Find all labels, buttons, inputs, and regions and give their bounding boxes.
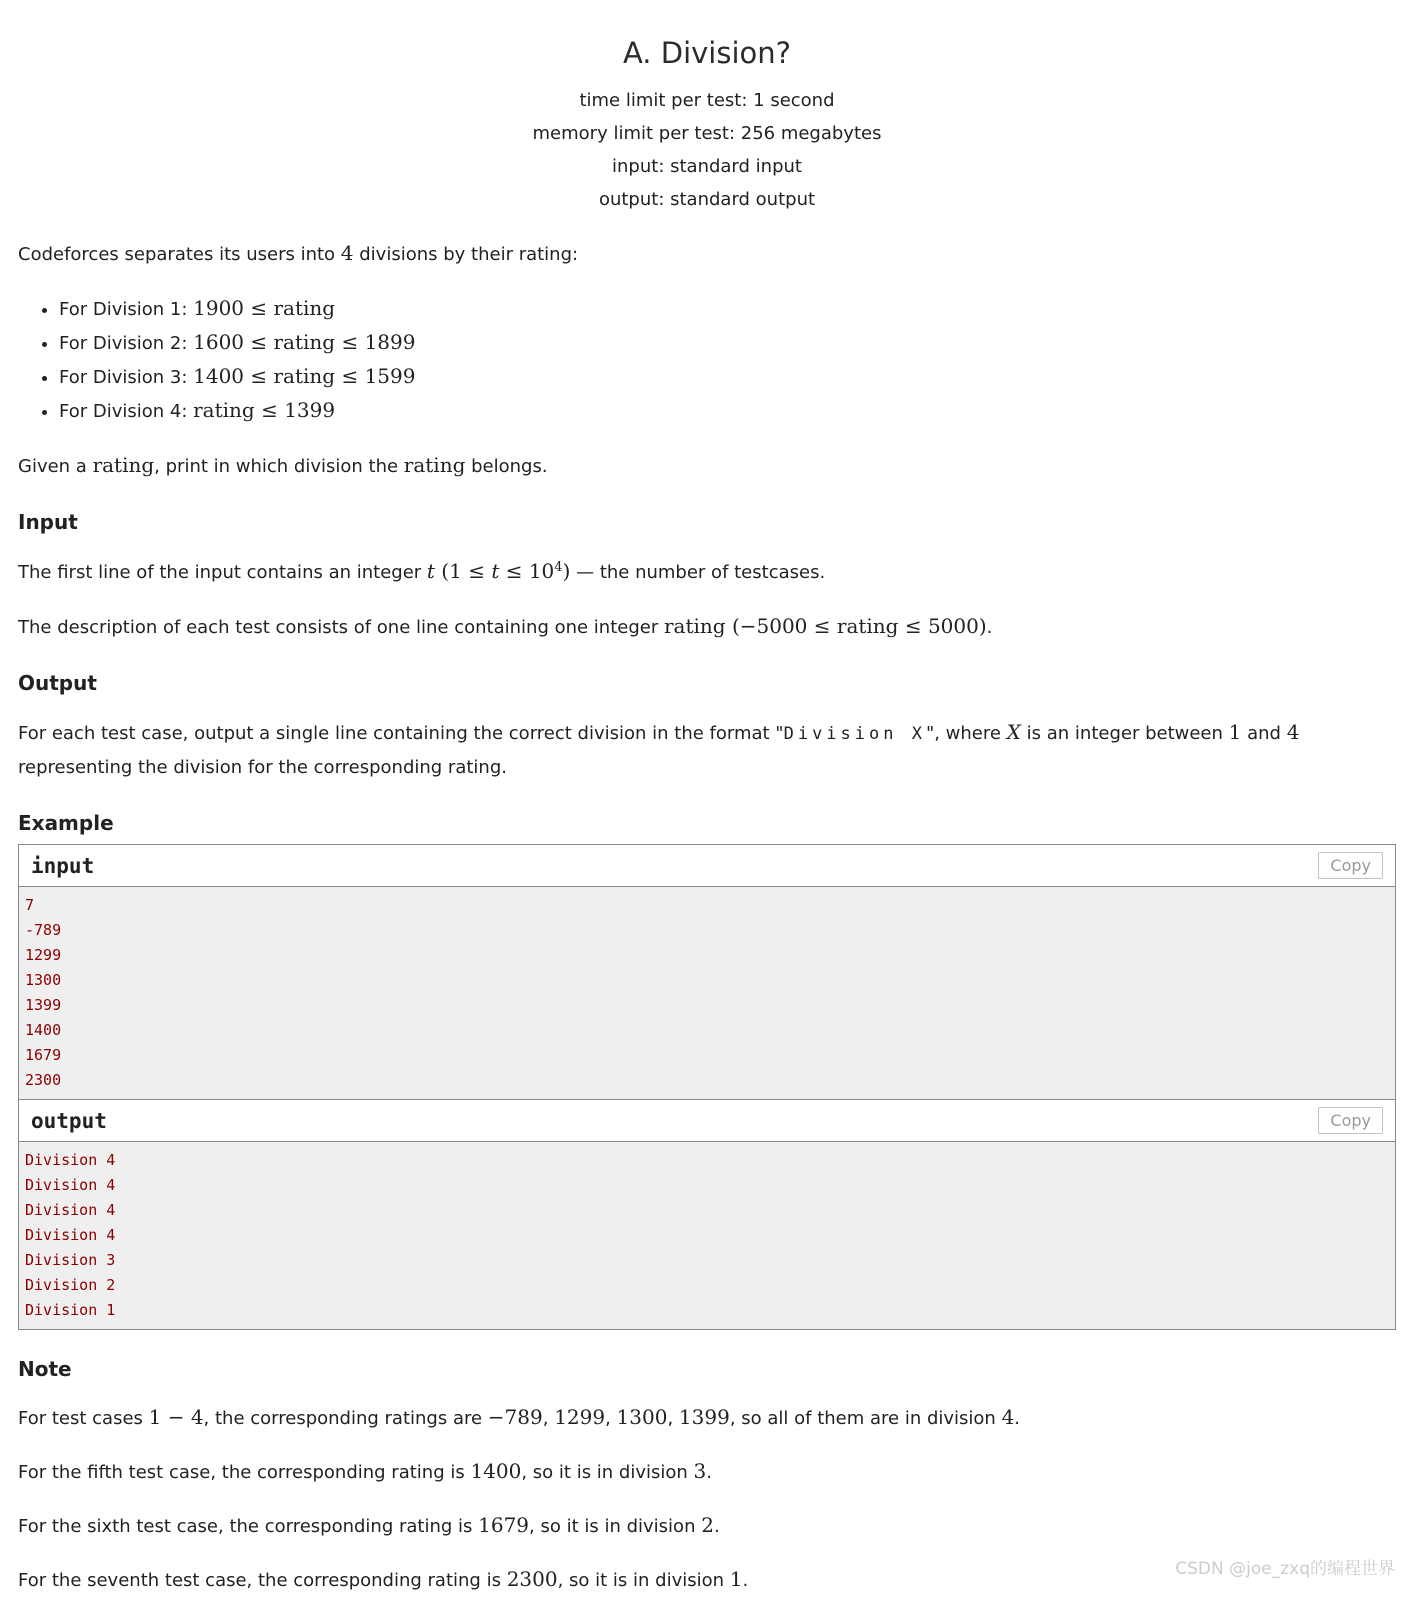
note-paragraph: For the seventh test case, the corresponding rating is 2300, so it is in division 1. <box>18 1567 749 1591</box>
code-line: Division 4 <box>25 1226 116 1244</box>
division-item: • For Division 3: 1400 ≤ rating ≤ 1599 <box>59 360 1396 394</box>
code-line: Division 4 <box>25 1151 116 1169</box>
note-paragraph: For the sixth test case, the corresponding rating is 1679, so it is in division 2. <box>18 1513 720 1537</box>
code-line: Division 3 <box>25 1251 116 1269</box>
code-line: 1300 <box>25 971 62 989</box>
division-item: • For Division 1: 1900 ≤ rating <box>59 292 1396 326</box>
example-heading: Example <box>18 811 114 835</box>
sample-output-title: output <box>31 1108 107 1133</box>
note-paragraph: For the fifth test case, the corresponding rating is 1400, so it is in division 3. <box>18 1459 712 1483</box>
code-line: 1679 <box>25 1046 62 1064</box>
code-line: Division 2 <box>25 1276 116 1294</box>
code-line: Division 1 <box>25 1301 116 1319</box>
limit-line: memory limit per test: 256 megabytes <box>532 123 882 144</box>
limit-line: input: standard input <box>612 156 802 177</box>
code-line: Division 4 <box>25 1201 116 1219</box>
input-paragraph-2: The description of each test consists of one line containing one integer rating (−5000 ≤ rating ≤ 5000). <box>18 614 993 638</box>
given-paragraph: Given a rating, print in which division the rating belongs. <box>18 453 548 477</box>
input-heading: Input <box>18 510 78 534</box>
problem-limits <box>18 84 1396 216</box>
problem-statement-page <box>0 36 1409 1591</box>
note-paragraph: For test cases 1 − 4, the corresponding ratings are −789, 1299, 1300, 1399, so all of them are in division 4. <box>18 1405 1021 1429</box>
output-heading: Output <box>18 671 97 695</box>
code-line: -789 <box>25 921 62 939</box>
limit-line: output: standard output <box>598 189 816 210</box>
code-line: 2300 <box>25 1071 62 1089</box>
input-paragraph-1: The first line of the input contains an integer t $(1 \le t \le 10^4)$ — the number of testcases. <box>18 559 826 583</box>
copy-input-button[interactable]: Copy <box>1318 852 1383 879</box>
watermark: CSDN @joe_zxq的编程世界 <box>1175 1559 1395 1579</box>
code-line: Division 4 <box>25 1176 116 1194</box>
note-heading: Note <box>18 1357 72 1381</box>
output-paragraph: For each test case, output a single line containing the correct division in the format "Division X", where X is an integer between 1 and 4 representing the division for the corresponding rating. <box>18 720 1300 778</box>
intro-paragraph: Codeforces separates its users into 4 divisions by their rating: <box>18 241 579 265</box>
division-list <box>18 292 1396 428</box>
division-item: • For Division 2: 1600 ≤ rating ≤ 1899 <box>59 326 1396 360</box>
sample-input-title: input <box>31 853 95 878</box>
sample-output-header <box>19 1100 1395 1142</box>
copy-output-button[interactable]: Copy <box>1318 1107 1383 1134</box>
sample-input-body <box>19 887 1395 1100</box>
sample-tests <box>18 844 1396 1330</box>
code-line: 1299 <box>25 946 62 964</box>
code-line: 1400 <box>25 1021 62 1039</box>
sample-output-body <box>19 1142 1395 1329</box>
sample-input-header <box>19 845 1395 887</box>
code-line: 7 <box>25 896 35 914</box>
limit-line: time limit per test: 1 second <box>579 90 835 111</box>
division-item: • For Division 4: rating ≤ 1399 <box>59 394 1396 428</box>
problem-title: A. Division? <box>622 36 792 70</box>
code-line: 1399 <box>25 996 62 1014</box>
